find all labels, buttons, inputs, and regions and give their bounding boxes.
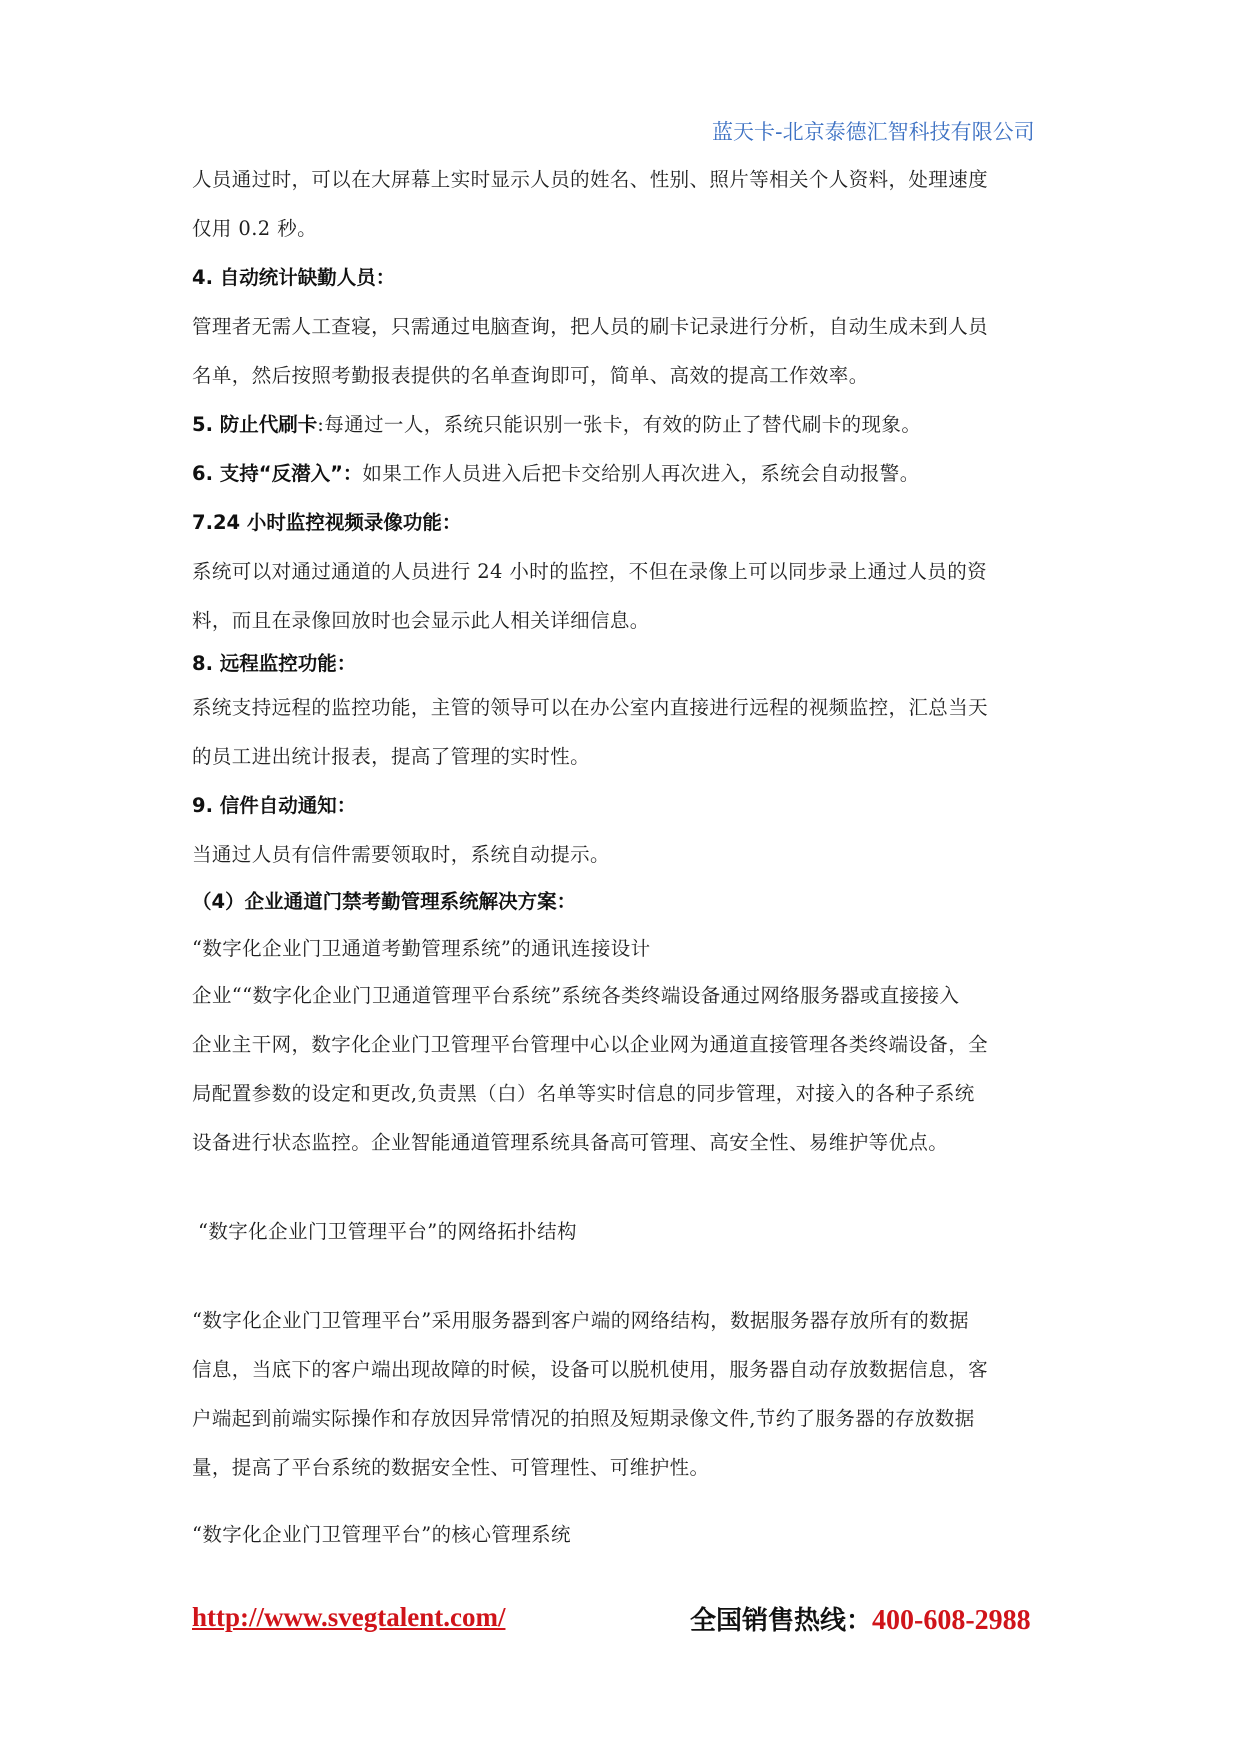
- section-heading: 4. 自动统计缺勤人员：: [192, 266, 396, 289]
- section-heading: 8. 远程监控功能：: [192, 652, 357, 675]
- paragraph-line: 局配置参数的设定和更改,负责黑（白）名单等实时信息的同步管理，对接入的各种子系统: [192, 1082, 975, 1105]
- paragraph-line: 系统支持远程的监控功能，主管的领导可以在办公室内直接进行远程的视频监控，汇总当天: [192, 696, 989, 719]
- section-heading-text: :每通过一人，系统只能识别一张卡，有效的防止了替代刷卡的现象。: [317, 413, 922, 436]
- section-heading-bold: 5. 防止代刷卡: [192, 413, 318, 436]
- page-header-company: 蓝天卡-北京泰德汇智科技有限公司: [712, 120, 1035, 144]
- subsection-title: “数字化企业门卫管理平台”的网络拓扑结构: [198, 1220, 577, 1243]
- paragraph-line: 人员通过时，可以在大屏幕上实时显示人员的姓名、性别、照片等相关个人资料，处理速度: [192, 168, 989, 191]
- hotline-label: 全国销售热线：: [690, 1606, 873, 1636]
- section-heading-inline: [192, 409, 921, 437]
- hotline-number: 400-608-2988: [872, 1605, 1031, 1636]
- paragraph-line: 名单，然后按照考勤报表提供的名单查询即可，简单、高效的提高工作效率。: [192, 364, 869, 387]
- section-heading-bold: 6. 支持“反潜入”：: [192, 462, 363, 485]
- paragraph-line: 管理者无需人工查寝，只需通过电脑查询，把人员的刷卡记录进行分析，自动生成未到人员: [192, 315, 989, 338]
- paragraph-line: “数字化企业门卫管理平台”采用服务器到客户端的网络结构，数据服务器存放所有的数据: [192, 1309, 969, 1332]
- paragraph-line: 企业主干网，数字化企业门卫管理平台管理中心以企业网为通道直接管理各类终端设备，全: [192, 1033, 989, 1056]
- section-heading-inline: [192, 458, 920, 486]
- paragraph-line: 当通过人员有信件需要领取时，系统自动提示。: [192, 843, 610, 866]
- section-heading: （4）企业通道门禁考勤管理系统解决方案：: [192, 890, 577, 913]
- footer-website-link[interactable]: http://www.svegtalent.com/: [192, 1602, 506, 1632]
- paragraph-line: 仅用 0.2 秒。: [192, 217, 318, 240]
- subsection-title: “数字化企业门卫通道考勤管理系统”的通讯连接设计: [192, 937, 651, 960]
- paragraph-line: 量，提高了平台系统的数据安全性、可管理性、可维护性。: [192, 1456, 710, 1479]
- paragraph-line: 系统可以对通过通道的人员进行 24 小时的监控，不但在录像上可以同步录上通过人员的资: [192, 560, 988, 583]
- section-heading: 7.24 小时监控视频录像功能：: [192, 511, 462, 534]
- paragraph-line: 户端起到前端实际操作和存放因异常情况的拍照及短期录像文件,节约了服务器的存放数据: [192, 1407, 975, 1430]
- paragraph-line: 企业““数字化企业门卫通道管理平台系统”系统各类终端设备通过网络服务器或直接接入: [192, 984, 960, 1007]
- paragraph-line: 信息，当底下的客户端出现故障的时候，设备可以脱机使用，服务器自动存放数据信息，客: [192, 1358, 989, 1381]
- section-heading-text: 如果工作人员进入后把卡交给别人再次进入，系统会自动报警。: [362, 462, 920, 485]
- section-heading: 9. 信件自动通知：: [192, 794, 357, 817]
- subsection-title: “数字化企业门卫管理平台”的核心管理系统: [192, 1523, 571, 1546]
- paragraph-line: 设备进行状态监控。企业智能通道管理系统具备高可管理、高安全性、易维护等优点。: [192, 1131, 949, 1154]
- paragraph-line: 料，而且在录像回放时也会显示此人相关详细信息。: [192, 609, 650, 632]
- paragraph-line: 的员工进出统计报表，提高了管理的实时性。: [192, 745, 591, 768]
- footer-hotline: [690, 1600, 1031, 1637]
